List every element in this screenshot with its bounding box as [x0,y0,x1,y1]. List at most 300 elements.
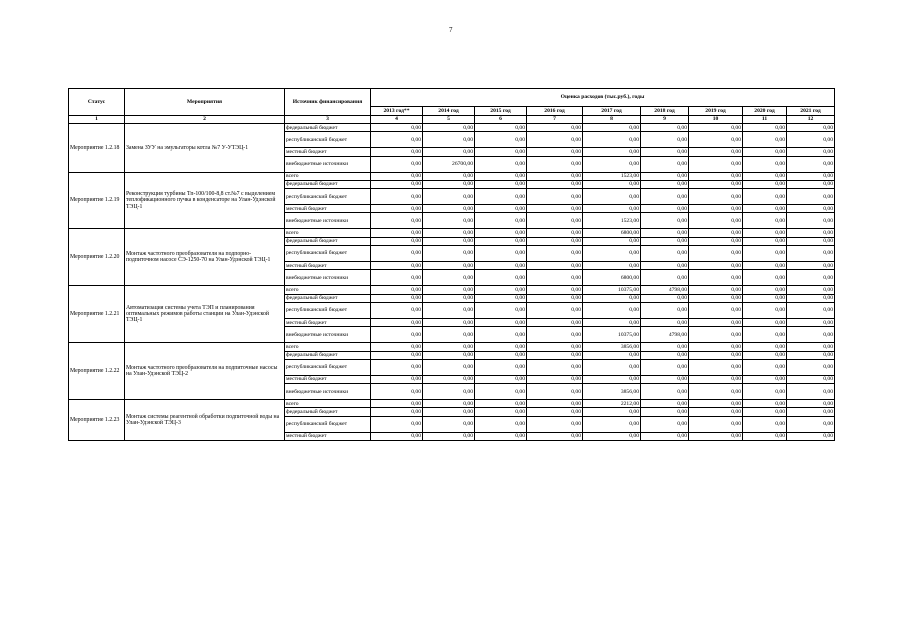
value-cell: 0,00 [371,294,423,302]
value-cell: 0,00 [689,262,743,270]
value-cell: 4798,00 [641,327,689,343]
value-cell: 0,00 [475,343,527,351]
value-cell: 0,00 [787,148,835,156]
value-cell: 0,00 [527,213,583,229]
value-cell: 2212,00 [583,400,641,408]
value-cell: 0,00 [583,262,641,270]
event-cell: Замена ЗУУ на эмульгаторы котла №7 У-УТЭЦ-1 [125,124,285,173]
event-cell: Монтаж частотного преобразователя на подпиточные насосы на Улан-Удэнской ТЭЦ-2 [125,343,285,400]
value-cell: 0,00 [371,213,423,229]
value-cell: 0,00 [423,229,475,237]
value-cell: 0,00 [423,180,475,188]
value-cell: 0,00 [787,237,835,245]
value-cell: 0,00 [641,189,689,205]
value-cell: 0,00 [641,246,689,262]
value-cell: 0,00 [371,262,423,270]
table-row [69,343,835,351]
value-cell: 0,00 [423,400,475,408]
value-cell: 0,00 [641,384,689,400]
value-cell: 0,00 [371,205,423,213]
status-cell: Мероприятие 1.2.23 [69,400,125,441]
funding-source-cell: всего [285,400,371,408]
value-cell: 0,00 [527,400,583,408]
value-cell: 0,00 [423,286,475,294]
expense-table [68,88,835,441]
value-cell: 0,00 [423,302,475,318]
value-cell: 0,00 [689,351,743,359]
value-cell: 0,00 [641,294,689,302]
value-cell: 0,00 [423,343,475,351]
table-row [69,229,835,237]
value-cell: 0,00 [641,262,689,270]
funding-source-cell: республиканский бюджет [285,359,371,375]
value-cell: 0,00 [583,180,641,188]
value-cell: 0,00 [641,205,689,213]
value-cell: 0,00 [787,359,835,375]
value-cell: 0,00 [787,400,835,408]
value-cell: 0,00 [689,156,743,172]
value-cell: 0,00 [475,237,527,245]
funding-source-cell: федеральный бюджет [285,351,371,359]
value-cell: 0,00 [475,213,527,229]
value-cell: 0,00 [475,327,527,343]
value-cell: 0,00 [583,124,641,132]
value-cell: 0,00 [423,237,475,245]
status-cell: Мероприятие 1.2.22 [69,343,125,400]
value-cell: 0,00 [371,359,423,375]
value-cell: 0,00 [787,262,835,270]
value-cell: 0,00 [423,189,475,205]
column-number: 7 [527,116,583,124]
value-cell: 0,00 [583,148,641,156]
value-cell: 0,00 [475,124,527,132]
value-cell: 0,00 [371,432,423,440]
value-cell: 0,00 [371,148,423,156]
value-cell: 0,00 [787,318,835,326]
value-cell: 0,00 [787,180,835,188]
value-cell: 0,00 [787,286,835,294]
header-status: Статус [69,89,125,116]
value-cell: 0,00 [371,286,423,294]
table-row [69,400,835,408]
funding-source-cell: местный бюджет [285,262,371,270]
event-cell: Монтаж частотного преобразователя на подпорно-подпиточном насосе СЭ-1250-70 на Улан-Удэнской ТЭЦ-1 [125,229,285,286]
value-cell: 0,00 [583,351,641,359]
funding-source-cell: местный бюджет [285,432,371,440]
value-cell: 0,00 [527,229,583,237]
value-cell: 0,00 [689,302,743,318]
header-estimate: Оценка расходов (тыс.руб.), годы [371,89,835,107]
value-cell: 0,00 [689,375,743,383]
value-cell: 0,00 [423,205,475,213]
header-year: 2018 год [641,107,689,116]
value-cell: 6800,00 [583,229,641,237]
value-cell: 0,00 [423,327,475,343]
value-cell: 0,00 [423,359,475,375]
value-cell: 1523,00 [583,213,641,229]
value-cell: 0,00 [583,375,641,383]
header-year: 2020 год [743,107,787,116]
value-cell: 0,00 [583,302,641,318]
value-cell: 0,00 [527,375,583,383]
value-cell: 0,00 [371,302,423,318]
value-cell: 0,00 [689,246,743,262]
value-cell: 0,00 [689,384,743,400]
value-cell: 0,00 [371,189,423,205]
value-cell: 0,00 [583,432,641,440]
column-number: 12 [787,116,835,124]
value-cell: 0,00 [423,416,475,432]
value-cell: 0,00 [475,132,527,148]
value-cell: 0,00 [743,318,787,326]
value-cell: 0,00 [423,375,475,383]
value-cell: 0,00 [743,400,787,408]
value-cell: 0,00 [527,132,583,148]
value-cell: 0,00 [371,408,423,416]
table-row [69,172,835,180]
value-cell: 0,00 [787,246,835,262]
value-cell: 0,00 [743,286,787,294]
value-cell: 0,00 [475,432,527,440]
value-cell: 0,00 [641,229,689,237]
value-cell: 0,00 [371,132,423,148]
value-cell: 0,00 [583,359,641,375]
funding-source-cell: республиканский бюджет [285,302,371,318]
value-cell: 0,00 [641,375,689,383]
value-cell: 0,00 [371,327,423,343]
value-cell: 0,00 [743,327,787,343]
value-cell: 0,00 [689,286,743,294]
value-cell: 0,00 [787,270,835,286]
value-cell: 0,00 [475,294,527,302]
header-year: 2016 год [527,107,583,116]
value-cell: 0,00 [527,318,583,326]
value-cell: 0,00 [527,351,583,359]
funding-source-cell: внебюджетные источники [285,327,371,343]
value-cell: 0,00 [371,229,423,237]
value-cell: 0,00 [371,172,423,180]
value-cell: 0,00 [787,213,835,229]
value-cell: 0,00 [689,343,743,351]
header-year: 2017 год [583,107,641,116]
value-cell: 0,00 [743,172,787,180]
value-cell: 0,00 [475,180,527,188]
value-cell: 0,00 [787,416,835,432]
value-cell: 0,00 [743,384,787,400]
value-cell: 0,00 [641,132,689,148]
value-cell: 0,00 [743,189,787,205]
value-cell: 0,00 [371,384,423,400]
value-cell: 0,00 [689,148,743,156]
header-year: 2021 год [787,107,835,116]
value-cell: 0,00 [475,359,527,375]
value-cell: 0,00 [583,205,641,213]
status-cell: Мероприятие 1.2.18 [69,124,125,173]
value-cell: 3856,00 [583,343,641,351]
value-cell: 0,00 [689,327,743,343]
column-number: 6 [475,116,527,124]
value-cell: 0,00 [423,384,475,400]
value-cell: 0,00 [641,302,689,318]
funding-source-cell: местный бюджет [285,375,371,383]
value-cell: 0,00 [641,400,689,408]
value-cell: 0,00 [787,156,835,172]
value-cell: 0,00 [641,343,689,351]
value-cell: 0,00 [743,359,787,375]
value-cell: 0,00 [423,172,475,180]
value-cell: 0,00 [743,408,787,416]
value-cell: 0,00 [527,359,583,375]
value-cell: 0,00 [527,148,583,156]
header-year: 2015 год [475,107,527,116]
value-cell: 0,00 [689,205,743,213]
value-cell: 0,00 [743,294,787,302]
value-cell: 0,00 [787,351,835,359]
value-cell: 0,00 [743,124,787,132]
value-cell: 0,00 [743,351,787,359]
value-cell: 0,00 [423,246,475,262]
value-cell: 0,00 [689,180,743,188]
value-cell: 0,00 [527,343,583,351]
value-cell: 0,00 [641,270,689,286]
value-cell: 0,00 [787,375,835,383]
value-cell: 0,00 [787,205,835,213]
value-cell: 0,00 [787,408,835,416]
value-cell: 0,00 [475,384,527,400]
value-cell: 0,00 [743,262,787,270]
value-cell: 0,00 [583,318,641,326]
event-cell: Реконструкция турбины Тп-100/100-8,8 ст.№7 с выделением теплофикационного пучка в конденсаторе на Улан-Удэнской ТЭЦ-1 [125,172,285,229]
funding-source-cell: республиканский бюджет [285,189,371,205]
value-cell: 26700,00 [423,156,475,172]
value-cell: 0,00 [423,351,475,359]
value-cell: 0,00 [689,189,743,205]
status-cell: Мероприятие 1.2.20 [69,229,125,286]
value-cell: 3856,00 [583,384,641,400]
value-cell: 0,00 [371,351,423,359]
value-cell: 0,00 [527,432,583,440]
value-cell: 0,00 [787,124,835,132]
value-cell: 10375,00 [583,327,641,343]
value-cell: 10375,00 [583,286,641,294]
value-cell: 0,00 [527,205,583,213]
value-cell: 0,00 [527,189,583,205]
value-cell: 0,00 [689,294,743,302]
value-cell: 0,00 [743,132,787,148]
value-cell: 0,00 [583,246,641,262]
value-cell: 0,00 [743,205,787,213]
value-cell: 0,00 [527,180,583,188]
value-cell: 0,00 [527,416,583,432]
value-cell: 0,00 [689,124,743,132]
value-cell: 0,00 [689,359,743,375]
value-cell: 0,00 [475,400,527,408]
value-cell: 0,00 [423,408,475,416]
value-cell: 0,00 [475,172,527,180]
value-cell: 0,00 [743,148,787,156]
value-cell: 0,00 [743,246,787,262]
value-cell: 0,00 [475,205,527,213]
value-cell: 0,00 [423,262,475,270]
value-cell: 0,00 [787,172,835,180]
value-cell: 0,00 [371,343,423,351]
value-cell: 0,00 [787,343,835,351]
value-cell: 0,00 [475,189,527,205]
funding-source-cell: всего [285,286,371,294]
event-cell: Монтаж системы реагентной обработки подпиточной воды на Улан-Удэнской ТЭЦ-3 [125,400,285,441]
column-number: 1 [69,116,125,124]
value-cell: 0,00 [787,189,835,205]
value-cell: 0,00 [641,416,689,432]
header-source: Источник финансирования [285,89,371,116]
funding-source-cell: всего [285,343,371,351]
funding-source-cell: федеральный бюджет [285,294,371,302]
funding-source-cell: всего [285,172,371,180]
funding-source-cell: федеральный бюджет [285,180,371,188]
value-cell: 1523,00 [583,172,641,180]
event-cell: Автоматизация системы учета ТЭП и планирования оптимальных режимов работы станции на Улан-Удэнской ТЭЦ-1 [125,286,285,343]
value-cell: 0,00 [641,351,689,359]
value-cell: 0,00 [743,237,787,245]
value-cell: 0,00 [689,318,743,326]
value-cell: 0,00 [371,237,423,245]
value-cell: 0,00 [371,270,423,286]
value-cell: 0,00 [423,148,475,156]
value-cell: 0,00 [641,148,689,156]
value-cell: 0,00 [423,132,475,148]
table-row [69,286,835,294]
value-cell: 0,00 [527,237,583,245]
value-cell: 0,00 [689,237,743,245]
value-cell: 0,00 [641,432,689,440]
value-cell: 0,00 [371,180,423,188]
funding-source-cell: местный бюджет [285,205,371,213]
value-cell: 0,00 [787,302,835,318]
value-cell: 0,00 [689,132,743,148]
value-cell: 0,00 [743,302,787,318]
header-year: 2013 год** [371,107,423,116]
value-cell: 4798,00 [641,286,689,294]
value-cell: 0,00 [527,156,583,172]
value-cell: 0,00 [743,270,787,286]
funding-source-cell: федеральный бюджет [285,124,371,132]
value-cell: 0,00 [743,180,787,188]
value-cell: 0,00 [475,286,527,294]
value-cell: 0,00 [527,270,583,286]
value-cell: 0,00 [423,432,475,440]
column-number: 2 [125,116,285,124]
value-cell: 0,00 [423,294,475,302]
value-cell: 0,00 [371,124,423,132]
funding-source-cell: федеральный бюджет [285,408,371,416]
value-cell: 0,00 [527,124,583,132]
status-cell: Мероприятие 1.2.19 [69,172,125,229]
funding-source-cell: внебюджетные источники [285,270,371,286]
value-cell: 0,00 [371,400,423,408]
value-cell: 0,00 [641,359,689,375]
value-cell: 0,00 [475,262,527,270]
value-cell: 0,00 [475,302,527,318]
header-year: 2019 год [689,107,743,116]
value-cell: 0,00 [641,124,689,132]
value-cell: 0,00 [527,262,583,270]
value-cell: 0,00 [787,294,835,302]
value-cell: 0,00 [371,246,423,262]
value-cell: 0,00 [787,229,835,237]
value-cell: 0,00 [475,148,527,156]
value-cell: 0,00 [689,270,743,286]
value-cell: 0,00 [743,432,787,440]
value-cell: 0,00 [689,432,743,440]
value-cell: 0,00 [527,302,583,318]
value-cell: 0,00 [641,318,689,326]
value-cell: 0,00 [641,172,689,180]
value-cell: 0,00 [689,416,743,432]
value-cell: 0,00 [475,318,527,326]
value-cell: 0,00 [527,384,583,400]
header-event: Мероприятия [125,89,285,116]
value-cell: 0,00 [527,286,583,294]
value-cell: 0,00 [423,124,475,132]
column-number: 8 [583,116,641,124]
funding-source-cell: внебюджетные источники [285,156,371,172]
value-cell: 0,00 [423,213,475,229]
value-cell: 0,00 [371,318,423,326]
value-cell: 6800,00 [583,270,641,286]
value-cell: 0,00 [641,180,689,188]
value-cell: 0,00 [371,416,423,432]
value-cell: 0,00 [641,213,689,229]
value-cell: 0,00 [583,408,641,416]
value-cell: 0,00 [475,156,527,172]
value-cell: 0,00 [641,408,689,416]
funding-source-cell: внебюджетные источники [285,213,371,229]
value-cell: 0,00 [689,213,743,229]
column-number: 4 [371,116,423,124]
value-cell: 0,00 [641,156,689,172]
value-cell: 0,00 [475,351,527,359]
value-cell: 0,00 [475,229,527,237]
value-cell: 0,00 [583,132,641,148]
value-cell: 0,00 [475,246,527,262]
value-cell: 0,00 [583,156,641,172]
value-cell: 0,00 [583,189,641,205]
value-cell: 0,00 [583,237,641,245]
status-cell: Мероприятие 1.2.21 [69,286,125,343]
value-cell: 0,00 [371,375,423,383]
value-cell: 0,00 [527,246,583,262]
value-cell: 0,00 [475,375,527,383]
value-cell: 0,00 [743,213,787,229]
funding-source-cell: республиканский бюджет [285,416,371,432]
value-cell: 0,00 [583,416,641,432]
value-cell: 0,00 [527,294,583,302]
value-cell: 0,00 [475,416,527,432]
funding-source-cell: всего [285,229,371,237]
value-cell: 0,00 [743,343,787,351]
value-cell: 0,00 [475,270,527,286]
value-cell: 0,00 [527,408,583,416]
value-cell: 0,00 [743,156,787,172]
value-cell: 0,00 [583,294,641,302]
funding-source-cell: местный бюджет [285,148,371,156]
value-cell: 0,00 [787,384,835,400]
funding-source-cell: внебюджетные источники [285,384,371,400]
value-cell: 0,00 [689,400,743,408]
value-cell: 0,00 [787,132,835,148]
page-number: 7 [449,26,453,34]
value-cell: 0,00 [787,327,835,343]
